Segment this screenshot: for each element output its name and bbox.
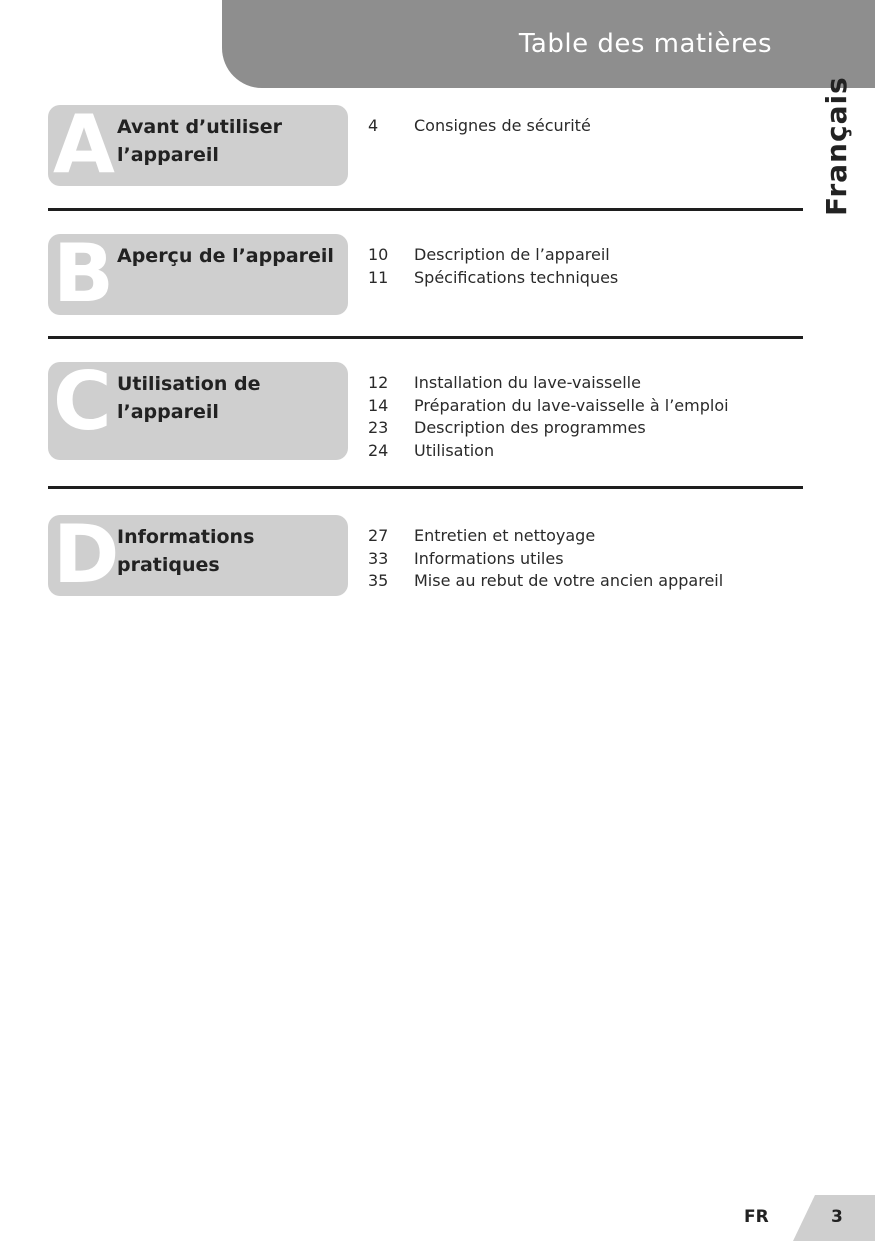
entry-page-number: 24 bbox=[368, 440, 389, 460]
entry-label: Utilisation bbox=[414, 440, 495, 460]
toc-entry[interactable] bbox=[368, 548, 723, 571]
section-title: Aperçu de l’appareil bbox=[117, 245, 334, 267]
toc-entry[interactable] bbox=[368, 525, 723, 548]
entry-page-number: 10 bbox=[368, 245, 389, 264]
toc-entries bbox=[368, 115, 591, 138]
section-title: Avant d’utiliser l’appareil bbox=[117, 116, 282, 166]
language-label: Français bbox=[820, 76, 853, 216]
section-divider bbox=[48, 336, 803, 339]
section-letter: B bbox=[53, 234, 114, 315]
entry-page-number: 14 bbox=[368, 395, 389, 415]
section-title: Informations pratiques bbox=[117, 526, 255, 576]
entry-label: Informations utiles bbox=[414, 548, 564, 568]
toc-entries bbox=[368, 244, 618, 289]
toc-entry[interactable] bbox=[368, 267, 618, 290]
entry-page-number: 12 bbox=[368, 373, 389, 392]
toc-entry[interactable] bbox=[368, 115, 591, 138]
footer-language-code: FR bbox=[744, 1207, 769, 1227]
toc-entry[interactable] bbox=[368, 244, 618, 267]
section-box bbox=[48, 515, 348, 596]
entry-page-number: 11 bbox=[368, 267, 389, 287]
page-title: Table des matières bbox=[518, 29, 772, 59]
entry-label: Description des programmes bbox=[414, 418, 646, 437]
toc-entry[interactable] bbox=[368, 417, 729, 440]
section-box bbox=[48, 362, 348, 460]
entry-label: Description de l’appareil bbox=[414, 245, 610, 264]
section-title: Utilisation de l’appareil bbox=[117, 373, 261, 423]
entry-label: Spécifications techniques bbox=[414, 267, 619, 287]
toc-entry[interactable] bbox=[368, 440, 729, 463]
footer-page-number: 3 bbox=[831, 1207, 843, 1227]
section-divider bbox=[48, 486, 803, 489]
entry-label: Mise au rebut de votre ancien appareil bbox=[414, 571, 724, 590]
toc-entry[interactable] bbox=[368, 372, 729, 395]
toc-entries bbox=[368, 372, 729, 462]
section-letter: D bbox=[53, 515, 120, 596]
section-letter: C bbox=[53, 362, 112, 448]
entry-page-number: 33 bbox=[368, 548, 389, 568]
section-letter: A bbox=[53, 105, 115, 186]
entry-page-number: 4 bbox=[368, 116, 379, 135]
section-box bbox=[48, 234, 348, 315]
entry-label: Préparation du lave-vaisselle à l’emploi bbox=[414, 395, 729, 415]
section-divider bbox=[48, 208, 803, 211]
toc-entries bbox=[368, 525, 723, 593]
header-band bbox=[222, 0, 875, 88]
toc-entry[interactable] bbox=[368, 570, 723, 593]
section-box bbox=[48, 105, 348, 186]
toc-entry[interactable] bbox=[368, 395, 729, 418]
entry-label: Installation du lave-vaisselle bbox=[414, 373, 641, 392]
entry-label: Entretien et nettoyage bbox=[414, 526, 596, 545]
entry-page-number: 27 bbox=[368, 526, 389, 545]
entry-page-number: 23 bbox=[368, 418, 389, 437]
entry-label: Consignes de sécurité bbox=[414, 116, 591, 135]
entry-page-number: 35 bbox=[368, 571, 389, 590]
